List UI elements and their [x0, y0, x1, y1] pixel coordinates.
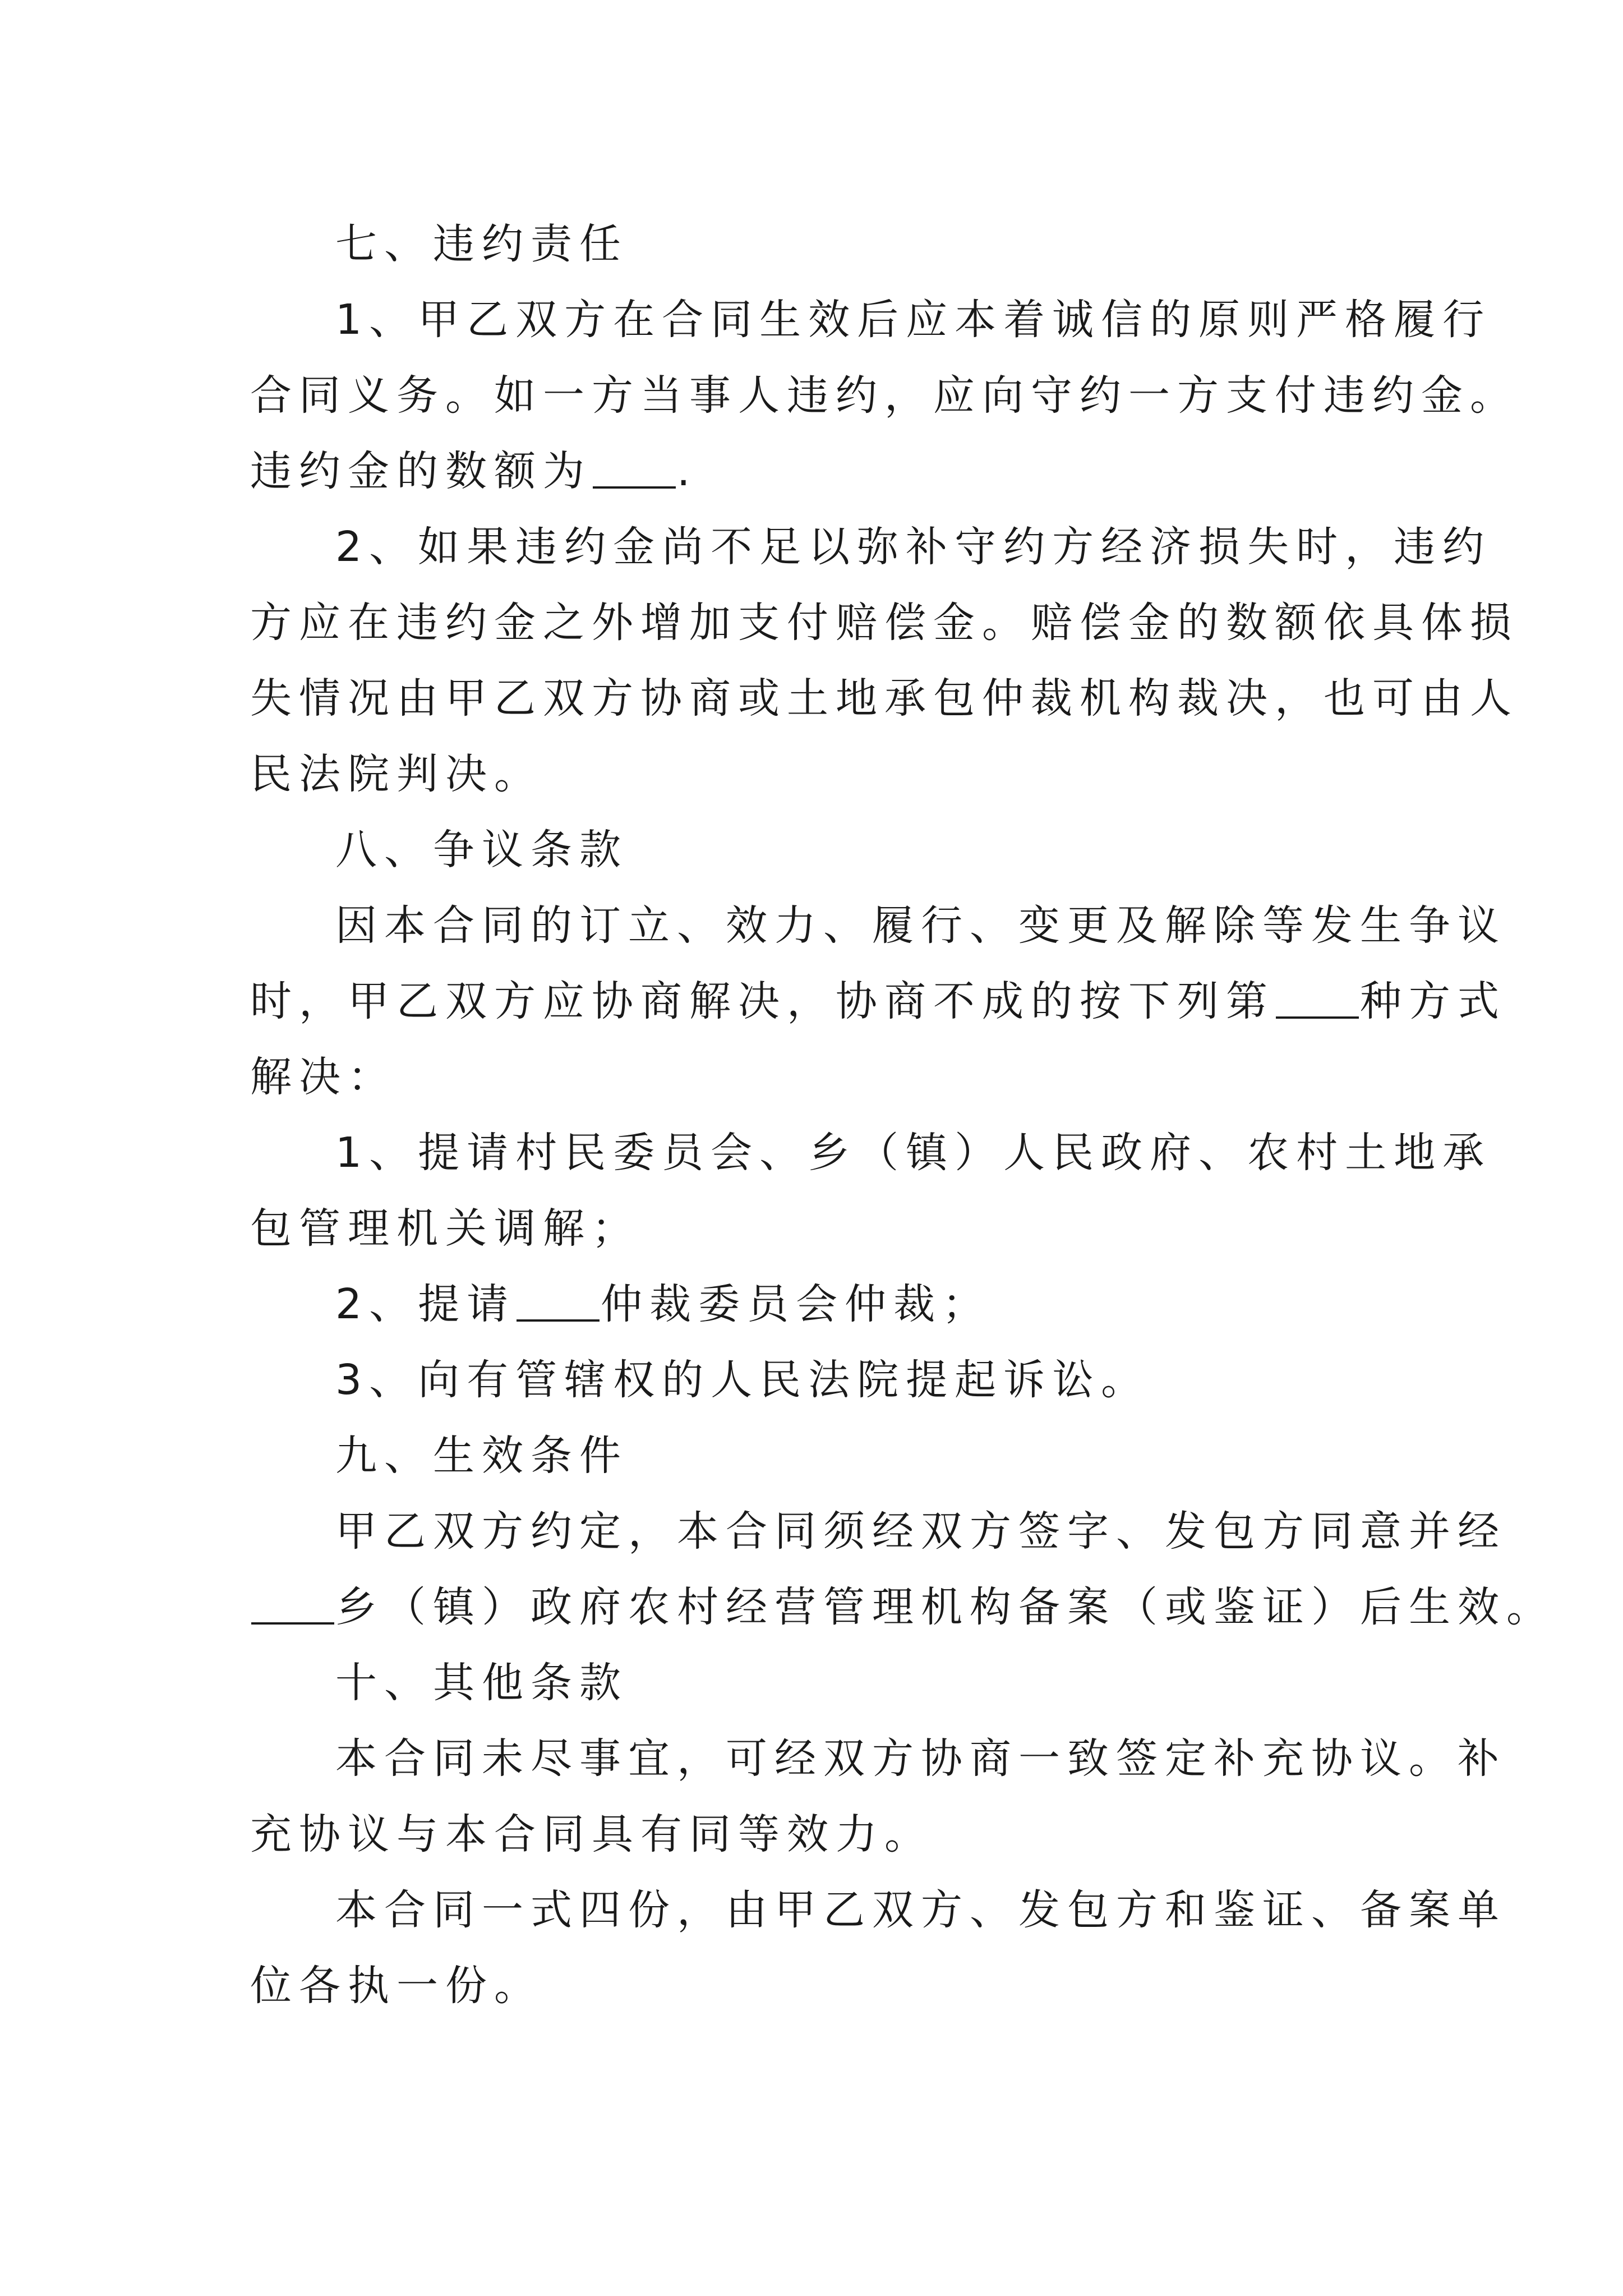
breach-item-2-line-4: 民法院判决。: [250, 750, 543, 798]
township-blank: [251, 1581, 334, 1625]
breach-item-1-line-1: 1、甲乙双方在合同生效后应本着诚信的原则严格履行: [335, 296, 1492, 344]
section-heading-other: 十、其他条款: [335, 1659, 628, 1707]
section-heading-effectiveness: 九、生效条件: [335, 1432, 628, 1480]
resolution-method-blank: [1276, 975, 1359, 1019]
other-para-1-line-1: 本合同未尽事宜，可经双方协商一致签定补充协议。补: [335, 1734, 1506, 1783]
dispute-intro-line-2: 时，甲乙双方应协商解决，协商不成的按下列第 种方式: [250, 964, 1394, 1039]
breach-item-1-line-3: 违约金的数额为 .: [250, 434, 1394, 509]
dispute-option-2: 2、提请 仲裁委员会仲裁；: [250, 1267, 1394, 1342]
dispute-option-3: 3、向有管辖权的人民法院提起诉讼。: [335, 1356, 1150, 1404]
dispute-intro-line-3: 解决：: [250, 1053, 396, 1101]
dispute-option-1-line-2: 包管理机关调解；: [250, 1204, 640, 1253]
effectiveness-line-1: 甲乙双方约定，本合同须经双方签字、发包方同意并经: [335, 1507, 1506, 1556]
section-heading-breach: 七、违约责任: [335, 220, 628, 268]
dispute-intro-line-1: 因本合同的订立、效力、履行、变更及解除等发生争议: [335, 901, 1506, 950]
section-heading-dispute: 八、争议条款: [335, 826, 628, 874]
breach-item-2-line-2: 方应在违约金之外增加支付赔偿金。赔偿金的数额依具体损: [250, 599, 1519, 647]
other-para-2-line-2: 位各执一份。: [250, 1962, 543, 2010]
contract-text: [250, 206, 1555, 2024]
other-para-2-line-1: 本合同一式四份，由甲乙双方、发包方和鉴证、备案单: [335, 1886, 1506, 1934]
arbitration-committee-blank: [517, 1278, 600, 1322]
other-para-1-line-2: 充协议与本合同具有同等效力。: [250, 1810, 933, 1858]
dispute-option-1-line-1: 1、提请村民委员会、乡（镇）人民政府、农村土地承: [335, 1129, 1492, 1177]
breach-item-1-line-2: 合同义务。如一方当事人违约，应向守约一方支付违约金。: [250, 371, 1519, 420]
effectiveness-line-2: 乡（镇）政府农村经营管理机构备案（或鉴证）后生效。: [250, 1570, 1394, 1645]
penalty-amount-blank: [593, 445, 676, 489]
breach-item-2-line-3: 失情况由甲乙双方协商或土地承包仲裁机构裁决，也可由人: [250, 674, 1519, 723]
breach-item-2-line-1: 2、如果违约金尚不足以弥补守约方经济损失时，违约: [335, 523, 1492, 571]
